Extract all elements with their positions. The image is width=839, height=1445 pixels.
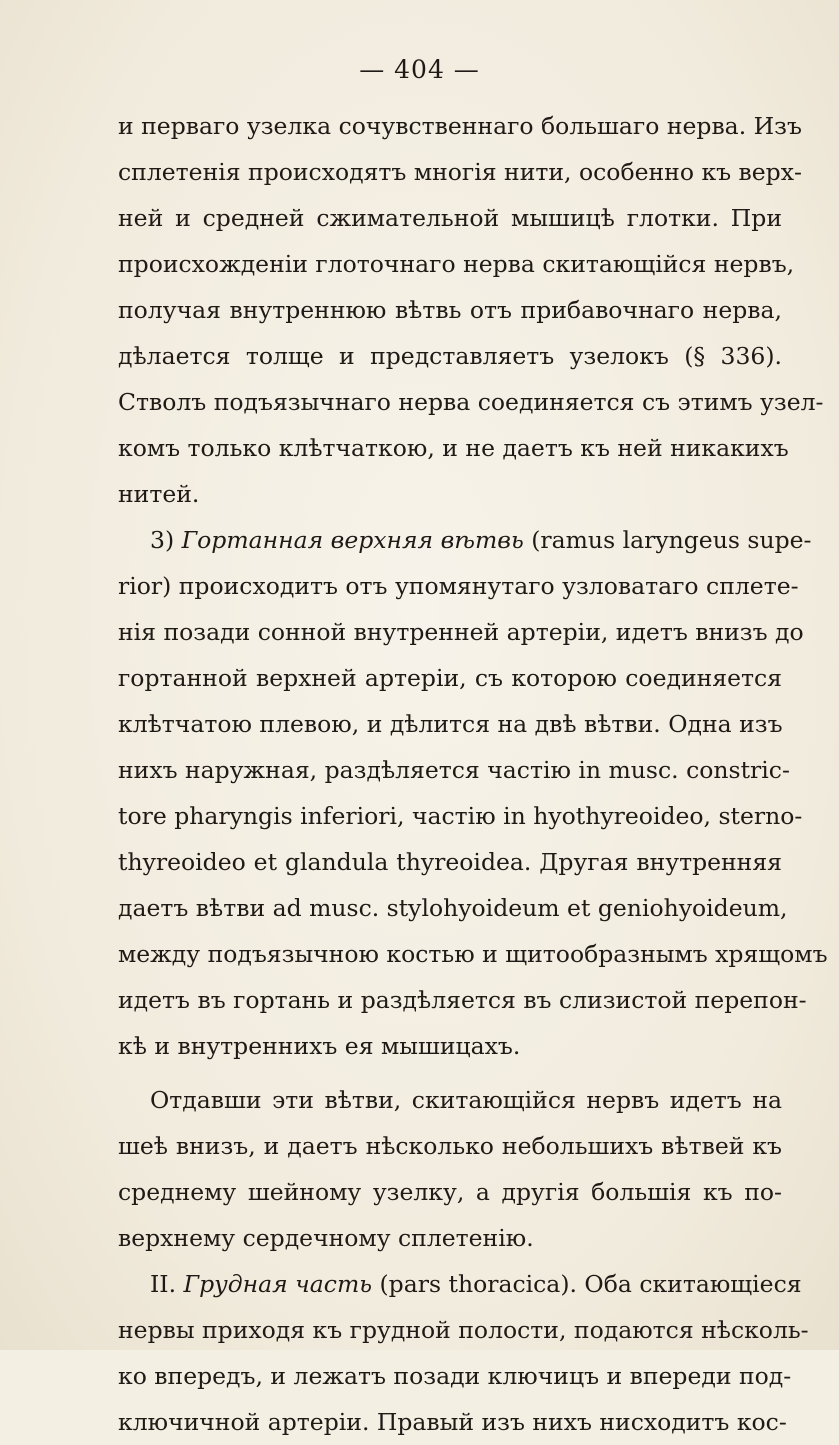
text-line: получая внутреннюю вѣтвь отъ прибавочнаго нерва, bbox=[118, 296, 782, 324]
page-number: — 404 — bbox=[359, 55, 480, 84]
text-line: кѣ и внутреннихъ ея мышицахъ. bbox=[118, 1032, 521, 1060]
text-line: идетъ въ гортань и раздѣляется въ слизистой перепон- bbox=[118, 986, 807, 1014]
text-line-with-heading bbox=[118, 517, 812, 563]
text-line: ко впередъ, и лежатъ позади ключицъ и впереди под- bbox=[118, 1362, 792, 1390]
text-line: Стволъ подъязычнаго нерва соединяется съ этимъ узел- bbox=[118, 388, 824, 416]
text-line: шеѣ внизъ, и даетъ нѣсколько небольшихъ вѣтвей къ bbox=[118, 1132, 782, 1160]
text-line: ней и средней сжимательной мышицѣ глотки. При bbox=[118, 204, 782, 232]
text-line: комъ только клѣтчаткою, и не даетъ къ ней никакихъ bbox=[118, 434, 789, 462]
text-line: нитей. bbox=[118, 480, 200, 508]
page-text bbox=[118, 103, 828, 1445]
section-heading: Грудная часть bbox=[183, 1270, 373, 1298]
text-line: гортанной верхней артеріи, съ которою соединяется bbox=[118, 664, 782, 692]
text-line: происхожденіи глоточнаго нерва скитающійся нервъ, bbox=[118, 250, 795, 278]
text-line: нія позади сонной внутренней артеріи, идетъ внизъ до bbox=[118, 618, 804, 646]
text-line: Отдавши эти вѣтви, скитающійся нервъ идетъ на bbox=[150, 1086, 782, 1114]
text-line: клѣтчатою плевою, и дѣлится на двѣ вѣтви. Одна изъ bbox=[118, 710, 783, 738]
section-number: II. bbox=[150, 1270, 184, 1298]
section-heading: Гортанная верхняя вѣтвь bbox=[181, 526, 524, 554]
text-line: thyreoideo et glandula thyreoidea. Другая внутренняя bbox=[118, 848, 782, 876]
text-line: даетъ вѣтви ad musc. stylohyoideum et geniohyoideum, bbox=[118, 894, 788, 922]
latin-term: (pars thoracica). Оба скитающіеся bbox=[372, 1270, 802, 1298]
text-line: среднему шейному узелку, а другія большія къ по- bbox=[118, 1178, 782, 1206]
text-line: дѣлается толще и представляетъ узелокъ (§ 336). bbox=[118, 342, 782, 370]
text-line: верхнему сердечному сплетенію. bbox=[118, 1224, 534, 1252]
text-line: нервы приходя къ грудной полости, подаются нѣсколь- bbox=[118, 1316, 809, 1344]
latin-term: (ramus laryngeus supe- bbox=[523, 526, 812, 554]
text-line: ключичной артеріи. Правый изъ нихъ нисходитъ кос- bbox=[118, 1408, 787, 1436]
text-line-with-heading bbox=[118, 1261, 802, 1307]
text-line: rior) происходитъ отъ упомянутаго узловатаго сплете- bbox=[118, 572, 799, 600]
item-number: 3) bbox=[150, 526, 182, 554]
text-line: нихъ наружная, раздѣляется частію in musc. constric- bbox=[118, 756, 790, 784]
text-line: tore pharyngis inferiori, частію in hyothyreoideo, sterno- bbox=[118, 802, 803, 830]
text-line: и перваго узелка сочувственнаго большаго нерва. Изъ bbox=[118, 112, 802, 140]
text-line: сплетенія происходятъ многія нити, особенно къ верх- bbox=[118, 158, 802, 186]
text-line: между подъязычною костью и щитообразнымъ хрящомъ bbox=[118, 940, 828, 968]
